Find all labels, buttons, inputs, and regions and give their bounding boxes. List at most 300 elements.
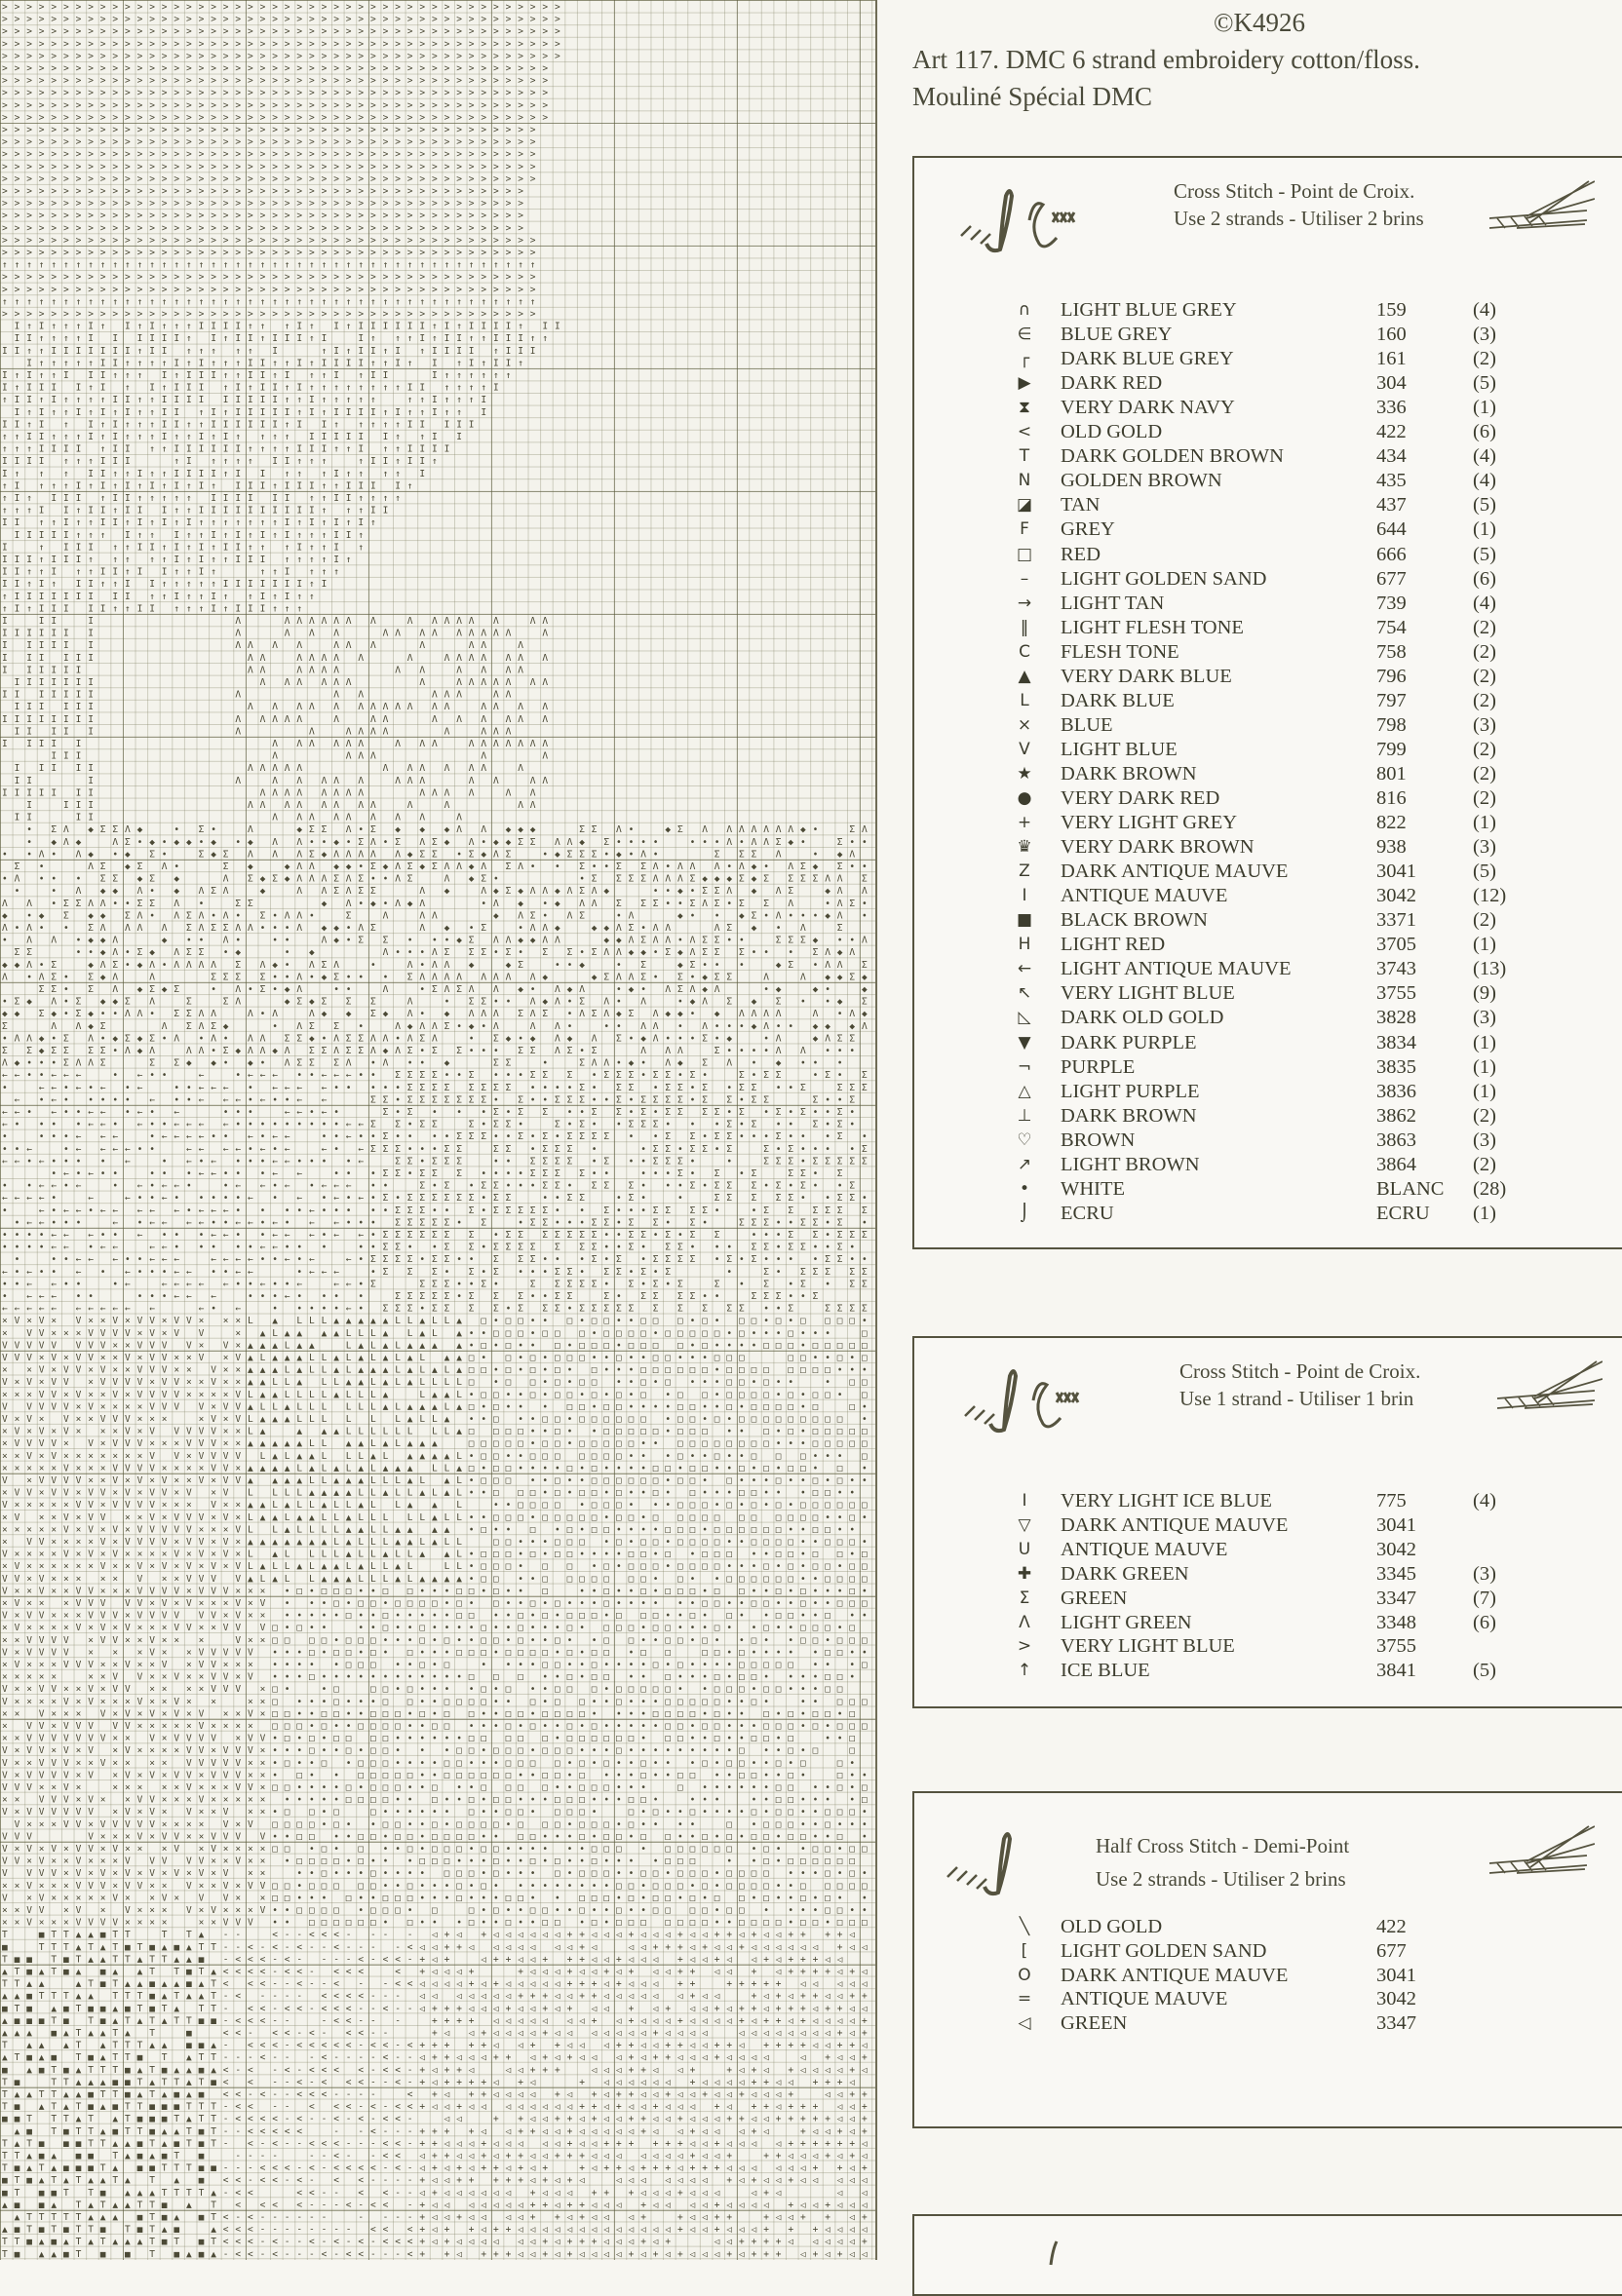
chart-stitch-symbol: > — [419, 173, 425, 184]
chart-stitch-symbol: Σ — [419, 1120, 425, 1130]
chart-stitch-symbol: ↑ — [322, 506, 328, 517]
chart-stitch-symbol: > — [419, 26, 425, 37]
chart-stitch-symbol: Σ — [800, 1217, 806, 1228]
chart-stitch-symbol: L — [322, 1390, 328, 1400]
chart-stitch-symbol: • — [333, 1168, 339, 1179]
chart-stitch-symbol: Λ — [444, 702, 450, 712]
chart-stitch-symbol: I — [15, 493, 20, 504]
chart-stitch-symbol: I — [39, 629, 45, 639]
chart-stitch-symbol: □ — [714, 1414, 720, 1425]
chart-stitch-symbol: Λ — [469, 763, 475, 774]
chart-stitch-symbol: Λ — [862, 1021, 868, 1032]
chart-stitch-symbol: • — [629, 1156, 635, 1167]
chart-stitch-symbol: Λ — [248, 702, 253, 712]
chart-stitch-symbol: • — [714, 1316, 720, 1326]
chart-stitch-symbol: I — [248, 333, 253, 344]
chart-stitch-symbol: ← — [162, 1181, 168, 1192]
chart-stitch-symbol: Σ — [702, 1107, 708, 1118]
chart-stitch-symbol: > — [26, 149, 32, 160]
chart-stitch-symbol: I — [88, 579, 94, 590]
chart-stitch-symbol: • — [76, 1217, 82, 1228]
chart-stitch-symbol: × — [235, 1316, 241, 1326]
chart-stitch-symbol: I — [51, 690, 57, 701]
chart-stitch-symbol: ← — [235, 1254, 241, 1265]
chart-stitch-symbol: • — [63, 997, 69, 1008]
chart-stitch-symbol: • — [493, 997, 499, 1008]
chart-stitch-symbol: > — [444, 186, 450, 197]
chart-stitch-symbol: Λ — [419, 629, 425, 639]
chart-stitch-symbol: ↑ — [112, 555, 118, 565]
chart-stitch-symbol: • — [579, 874, 585, 885]
chart-stitch-symbol: I — [39, 506, 45, 517]
chart-stitch-symbol: ↑ — [322, 260, 328, 271]
chart-stitch-symbol: • — [76, 1156, 82, 1167]
chart-stitch-symbol: ↑ — [211, 480, 216, 491]
chart-stitch-symbol: • — [260, 1205, 266, 1216]
chart-stitch-symbol: > — [346, 51, 352, 61]
chart-stitch-symbol: > — [112, 112, 118, 123]
chart-stitch-symbol: • — [174, 1083, 179, 1093]
chart-stitch-symbol: I — [15, 567, 20, 578]
chart-stitch-symbol: • — [383, 899, 389, 909]
chart-stitch-symbol: Σ — [407, 1094, 413, 1105]
chart-stitch-symbol: ↑ — [76, 567, 82, 578]
chart-stitch-symbol: Λ — [862, 936, 868, 946]
chart-stitch-symbol: ↑ — [322, 542, 328, 553]
chart-stitch-symbol: Λ — [726, 824, 732, 835]
chart-stitch-symbol: ↑ — [51, 407, 57, 418]
chart-stitch-symbol: > — [542, 26, 548, 37]
chart-stitch-symbol: > — [395, 186, 401, 197]
chart-stitch-symbol: I — [296, 542, 302, 553]
chart-stitch-symbol: > — [223, 100, 229, 111]
chart-stitch-symbol: Σ — [469, 997, 475, 1008]
chart-stitch-symbol: • — [616, 910, 622, 921]
chart-stitch-symbol: I — [26, 592, 32, 602]
chart-stitch-symbol: I — [174, 530, 179, 541]
chart-stitch-symbol: V — [76, 1390, 82, 1400]
chart-stitch-symbol: • — [272, 936, 278, 946]
chart-stitch-symbol: • — [322, 1120, 328, 1130]
chart-stitch-symbol: Σ — [506, 1144, 512, 1155]
chart-stitch-symbol: ▲ — [296, 1353, 302, 1363]
chart-stitch-symbol: > — [15, 76, 20, 87]
chart-stitch-symbol: > — [199, 223, 205, 234]
chart-stitch-symbol: ↑ — [358, 493, 364, 504]
chart-stitch-symbol: ↑ — [223, 296, 229, 307]
chart-stitch-symbol: I — [358, 432, 364, 442]
chart-stitch-symbol: • — [493, 1316, 499, 1326]
chart-stitch-symbol: × — [149, 1438, 155, 1449]
chart-stitch-symbol: • — [752, 1058, 757, 1069]
chart-stitch-symbol: > — [2, 223, 8, 234]
chart-stitch-symbol: > — [432, 186, 438, 197]
chart-stitch-symbol: ▲ — [383, 1438, 389, 1449]
chart-stitch-symbol: □ — [469, 1438, 475, 1449]
chart-stitch-symbol: > — [137, 112, 143, 123]
chart-stitch-symbol: > — [493, 309, 499, 320]
chart-stitch-symbol: • — [235, 1243, 241, 1253]
chart-stitch-symbol: • — [26, 1156, 32, 1167]
chart-stitch-symbol: ↑ — [383, 358, 389, 368]
chart-stitch-symbol: • — [174, 1094, 179, 1105]
chart-stitch-symbol: • — [370, 960, 376, 971]
chart-stitch-symbol: ↑ — [137, 296, 143, 307]
chart-stitch-symbol: > — [15, 63, 20, 74]
chart-stitch-symbol: ← — [2, 1156, 8, 1167]
chart-stitch-symbol: • — [530, 1427, 536, 1437]
chart-stitch-symbol: Λ — [260, 1046, 266, 1056]
chart-stitch-symbol: > — [285, 76, 290, 87]
chart-stitch-symbol: I — [272, 346, 278, 357]
chart-stitch-symbol: • — [260, 1009, 266, 1019]
chart-stitch-symbol: V — [137, 1340, 143, 1351]
chart-stitch-symbol: Σ — [579, 849, 585, 860]
chart-stitch-symbol: > — [444, 112, 450, 123]
chart-stitch-symbol: ← — [2, 1193, 8, 1204]
chart-stitch-symbol: > — [333, 210, 339, 221]
chart-stitch-symbol: ← — [76, 1131, 82, 1142]
chart-stitch-symbol: × — [137, 1427, 143, 1437]
chart-stitch-symbol: I — [199, 395, 205, 405]
chart-stitch-symbol: ◆ — [407, 899, 413, 909]
chart-stitch-symbol: > — [456, 76, 462, 87]
chart-stitch-symbol: Σ — [616, 1083, 622, 1093]
chart-stitch-symbol: I — [481, 395, 486, 405]
chart-stitch-symbol: > — [272, 39, 278, 50]
chart-stitch-symbol: Σ — [579, 886, 585, 897]
chart-stitch-symbol: □ — [739, 1438, 745, 1449]
chart-stitch-symbol: ↑ — [419, 432, 425, 442]
chart-stitch-symbol: ↑ — [272, 358, 278, 368]
chart-stitch-symbol: ← — [137, 1230, 143, 1241]
chart-stitch-symbol: □ — [640, 1377, 646, 1388]
chart-stitch-symbol: □ — [592, 1316, 598, 1326]
chart-stitch-symbol: I — [88, 542, 94, 553]
chart-stitch-symbol: > — [518, 2, 523, 13]
chart-stitch-symbol: ← — [272, 1070, 278, 1081]
chart-stitch-symbol: ▲ — [432, 1365, 438, 1376]
chart-stitch-symbol: > — [39, 210, 45, 221]
chart-stitch-symbol: Σ — [419, 1094, 425, 1105]
chart-stitch-symbol: > — [333, 186, 339, 197]
chart-stitch-symbol: V — [112, 1438, 118, 1449]
chart-stitch-symbol: I — [211, 506, 216, 517]
chart-stitch-symbol: Λ — [395, 813, 401, 823]
chart-stitch-symbol: > — [186, 162, 192, 172]
chart-stitch-symbol: > — [223, 76, 229, 87]
chart-stitch-symbol: Λ — [444, 726, 450, 737]
chart-stitch-symbol: Λ — [518, 714, 523, 725]
chart-stitch-symbol: > — [137, 149, 143, 160]
chart-stitch-symbol: • — [555, 960, 560, 971]
chart-stitch-symbol: > — [149, 76, 155, 87]
chart-stitch-symbol: > — [322, 309, 328, 320]
chart-stitch-symbol: ↑ — [223, 333, 229, 344]
chart-stitch-symbol: I — [2, 555, 8, 565]
chart-stitch-symbol: Λ — [137, 886, 143, 897]
chart-stitch-symbol: Λ — [370, 751, 376, 762]
chart-stitch-symbol: ↑ — [407, 296, 413, 307]
chart-stitch-symbol: Λ — [555, 1033, 560, 1044]
chart-stitch-symbol: ◆ — [825, 1021, 830, 1032]
chart-stitch-symbol: • — [542, 899, 548, 909]
chart-stitch-symbol: ◆ — [677, 1009, 683, 1019]
chart-stitch-symbol: V — [51, 1401, 57, 1412]
chart-stitch-symbol: Σ — [395, 1168, 401, 1179]
chart-stitch-symbol: > — [322, 125, 328, 135]
chart-stitch-symbol: V — [2, 1377, 8, 1388]
chart-stitch-symbol: Σ — [739, 1083, 745, 1093]
chart-stitch-symbol: Λ — [63, 824, 69, 835]
chart-stitch-symbol: • — [555, 1131, 560, 1142]
chart-stitch-symbol: ↑ — [125, 358, 131, 368]
chart-stitch-symbol: • — [162, 1230, 168, 1241]
chart-stitch-symbol: ↑ — [285, 296, 290, 307]
chart-stitch-symbol: Λ — [358, 690, 364, 701]
chart-stitch-symbol: > — [493, 2, 499, 13]
chart-stitch-symbol: Σ — [763, 1156, 769, 1167]
chart-stitch-symbol: > — [100, 186, 106, 197]
chart-stitch-symbol: ◆ — [469, 874, 475, 885]
chart-stitch-symbol: • — [603, 861, 609, 872]
chart-stitch-symbol: V — [137, 1377, 143, 1388]
chart-stitch-symbol: > — [186, 2, 192, 13]
chart-stitch-symbol: ◆ — [419, 824, 425, 835]
chart-stitch-symbol: I — [260, 469, 266, 479]
chart-stitch-symbol: ← — [39, 1205, 45, 1216]
chart-stitch-symbol: • — [51, 1033, 57, 1044]
chart-stitch-symbol: > — [407, 76, 413, 87]
chart-stitch-symbol: Λ — [567, 910, 573, 921]
chart-stitch-symbol: I — [186, 469, 192, 479]
chart-stitch-symbol: • — [296, 1156, 302, 1167]
chart-stitch-symbol: I — [137, 603, 143, 614]
chart-stitch-symbol: Σ — [432, 849, 438, 860]
chart-stitch-symbol: > — [235, 39, 241, 50]
chart-stitch-symbol: ↑ — [346, 469, 352, 479]
chart-stitch-symbol: > — [76, 2, 82, 13]
chart-stitch-symbol: □ — [665, 1365, 671, 1376]
chart-stitch-symbol: I — [296, 480, 302, 491]
chart-stitch-symbol: I — [199, 432, 205, 442]
chart-stitch-symbol: V — [186, 1438, 192, 1449]
chart-stitch-symbol: Σ — [530, 1205, 536, 1216]
chart-stitch-symbol: > — [39, 125, 45, 135]
chart-stitch-symbol: > — [395, 76, 401, 87]
chart-stitch-symbol: L — [370, 1401, 376, 1412]
chart-stitch-symbol: Λ — [493, 616, 499, 627]
chart-stitch-symbol: □ — [542, 1414, 548, 1425]
chart-stitch-symbol: ↑ — [395, 469, 401, 479]
chart-stitch-symbol: Σ — [407, 874, 413, 885]
chart-stitch-symbol: • — [603, 1365, 609, 1376]
chart-stitch-symbol: ▲ — [456, 1328, 462, 1339]
chart-stitch-symbol: ◆ — [837, 849, 843, 860]
chart-stitch-symbol: • — [322, 1193, 328, 1204]
chart-stitch-symbol: Λ — [603, 947, 609, 958]
chart-stitch-symbol: ← — [211, 1168, 216, 1179]
chart-stitch-symbol: ← — [248, 1131, 253, 1142]
chart-stitch-symbol: □ — [616, 1328, 622, 1339]
chart-stitch-symbol: □ — [555, 1340, 560, 1351]
chart-stitch-symbol: > — [186, 88, 192, 98]
chart-stitch-symbol: Σ — [444, 1021, 450, 1032]
chart-stitch-symbol: Σ — [88, 984, 94, 995]
chart-stitch-symbol: Λ — [383, 726, 389, 737]
chart-stitch-symbol: ◆ — [702, 984, 708, 995]
chart-stitch-symbol: ↑ — [63, 395, 69, 405]
chart-stitch-symbol: Σ — [837, 1131, 843, 1142]
chart-stitch-symbol: V — [174, 1401, 179, 1412]
chart-stitch-symbol: ← — [149, 1243, 155, 1253]
chart-stitch-symbol: ↑ — [15, 370, 20, 381]
chart-stitch-symbol: I — [125, 493, 131, 504]
chart-stitch-symbol: • — [592, 1070, 598, 1081]
chart-stitch-symbol: > — [15, 2, 20, 13]
chart-stitch-symbol: • — [370, 874, 376, 885]
chart-stitch-symbol: Σ — [432, 1267, 438, 1278]
chart-stitch-symbol: □ — [825, 1438, 830, 1449]
chart-stitch-symbol: > — [2, 63, 8, 74]
chart-stitch-symbol: I — [39, 419, 45, 430]
chart-stitch-symbol: V — [88, 1340, 94, 1351]
chart-stitch-symbol: Σ — [714, 1131, 720, 1142]
chart-stitch-symbol: • — [690, 972, 696, 982]
chart-stitch-symbol: Λ — [456, 616, 462, 627]
chart-stitch-symbol: L — [370, 1390, 376, 1400]
chart-stitch-symbol: ▲ — [272, 1316, 278, 1326]
chart-stitch-symbol: × — [88, 1377, 94, 1388]
chart-stitch-symbol: Σ — [2, 1021, 8, 1032]
chart-stitch-symbol: > — [272, 100, 278, 111]
chart-stitch-symbol: ← — [88, 1120, 94, 1130]
chart-stitch-symbol: Σ — [444, 947, 450, 958]
chart-stitch-symbol: > — [76, 76, 82, 87]
chart-stitch-symbol: > — [39, 199, 45, 210]
chart-stitch-symbol: Λ — [309, 665, 315, 675]
chart-stitch-symbol: • — [825, 1451, 830, 1462]
chart-stitch-symbol: V — [39, 1438, 45, 1449]
chart-stitch-symbol: > — [358, 210, 364, 221]
chart-stitch-symbol: • — [506, 1168, 512, 1179]
chart-stitch-symbol: • — [333, 1107, 339, 1118]
chart-stitch-symbol: Σ — [419, 849, 425, 860]
chart-stitch-symbol: □ — [579, 1414, 585, 1425]
chart-stitch-symbol: ← — [260, 1279, 266, 1289]
chart-stitch-symbol: Σ — [419, 1291, 425, 1302]
chart-stitch-symbol: • — [481, 1267, 486, 1278]
chart-stitch-symbol: Σ — [518, 960, 523, 971]
chart-stitch-symbol: I — [248, 493, 253, 504]
chart-stitch-symbol: • — [825, 1131, 830, 1142]
chart-stitch-symbol: > — [407, 199, 413, 210]
chart-stitch-symbol: □ — [813, 1390, 819, 1400]
chart-stitch-symbol: > — [15, 15, 20, 25]
chart-stitch-symbol: I — [309, 395, 315, 405]
chart-stitch-symbol: I — [15, 322, 20, 332]
chart-stitch-symbol: • — [322, 1304, 328, 1315]
chart-stitch-symbol: ↑ — [149, 444, 155, 455]
chart-stitch-symbol: • — [592, 1120, 598, 1130]
chart-stitch-symbol: • — [493, 874, 499, 885]
chart-stitch-symbol: ↑ — [235, 517, 241, 528]
chart-stitch-symbol: • — [149, 1181, 155, 1192]
chart-stitch-symbol: I — [26, 395, 32, 405]
chart-stitch-symbol: I — [530, 346, 536, 357]
chart-stitch-symbol: I — [296, 333, 302, 344]
chart-stitch-symbol: V — [149, 1365, 155, 1376]
chart-stitch-symbol: Λ — [419, 787, 425, 798]
chart-stitch-symbol: I — [112, 346, 118, 357]
chart-stitch-symbol: Σ — [542, 1304, 548, 1315]
chart-stitch-symbol: □ — [677, 1427, 683, 1437]
chart-stitch-symbol: Λ — [395, 1046, 401, 1056]
chart-stitch-symbol: Σ — [15, 947, 20, 958]
chart-stitch-symbol: • — [629, 824, 635, 835]
chart-stitch-symbol: I — [223, 419, 229, 430]
chart-stitch-symbol: × — [2, 1328, 8, 1339]
chart-stitch-symbol: Σ — [592, 1181, 598, 1192]
chart-stitch-symbol: Σ — [579, 1230, 585, 1241]
chart-stitch-symbol: > — [358, 2, 364, 13]
chart-stitch-symbol: Λ — [616, 824, 622, 835]
chart-stitch-symbol: Λ — [616, 947, 622, 958]
chart-stitch-symbol: L — [322, 1365, 328, 1376]
chart-stitch-symbol: I — [444, 333, 450, 344]
chart-stitch-symbol: > — [272, 112, 278, 123]
chart-stitch-symbol: Σ — [456, 1046, 462, 1056]
chart-stitch-symbol: > — [112, 39, 118, 50]
chart-stitch-symbol: I — [322, 358, 328, 368]
chart-stitch-symbol: ← — [100, 1120, 106, 1130]
chart-stitch-symbol: ↑ — [260, 322, 266, 332]
chart-stitch-symbol: • — [776, 1230, 782, 1241]
chart-stitch-symbol: Λ — [493, 984, 499, 995]
chart-stitch-symbol: > — [407, 162, 413, 172]
chart-stitch-symbol: □ — [862, 1451, 868, 1462]
chart-stitch-symbol: ← — [63, 1168, 69, 1179]
chart-stitch-symbol: > — [15, 149, 20, 160]
chart-stitch-symbol: ▲ — [432, 1340, 438, 1351]
chart-stitch-symbol: • — [629, 1365, 635, 1376]
chart-stitch-symbol: I — [419, 322, 425, 332]
chart-stitch-symbol: Σ — [383, 1131, 389, 1142]
chart-stitch-symbol: • — [788, 1021, 793, 1032]
chart-stitch-symbol: • — [677, 1021, 683, 1032]
chart-stitch-symbol: Λ — [88, 899, 94, 909]
chart-stitch-symbol: • — [726, 1046, 732, 1056]
chart-stitch-symbol: • — [174, 861, 179, 872]
chart-stitch-symbol: Λ — [419, 739, 425, 749]
chart-stitch-symbol: • — [629, 849, 635, 860]
chart-stitch-symbol: ↑ — [407, 480, 413, 491]
chart-stitch-symbol: Λ — [506, 936, 512, 946]
chart-stitch-symbol: • — [776, 1427, 782, 1437]
chart-stitch-symbol: Σ — [432, 1083, 438, 1093]
chart-stitch-symbol: > — [469, 51, 475, 61]
chart-stitch-symbol: > — [481, 15, 486, 25]
chart-stitch-symbol: Σ — [862, 1144, 868, 1155]
chart-stitch-symbol: > — [15, 39, 20, 50]
chart-stitch-symbol: □ — [677, 1328, 683, 1339]
chart-stitch-symbol: > — [100, 272, 106, 283]
chart-stitch-symbol: I — [63, 530, 69, 541]
chart-stitch-symbol: ◆ — [640, 1033, 646, 1044]
chart-stitch-symbol: I — [63, 506, 69, 517]
chart-stitch-symbol: > — [63, 2, 69, 13]
chart-stitch-symbol: Σ — [530, 1156, 536, 1167]
